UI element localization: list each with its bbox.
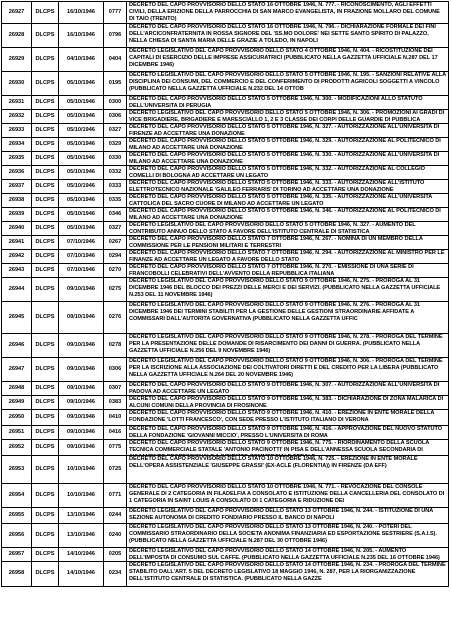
record-id: 26951 [2,426,32,439]
act-type: DLCPS [32,124,59,137]
act-type: DLCPS [32,302,59,333]
table-row [2,152,448,166]
act-number: 0275 [104,278,127,301]
decree-table [1,1,449,587]
act-type: DLCPS [32,484,59,507]
act-date: 16/10/1946 [59,2,104,23]
table-row [2,222,448,236]
act-type: DLCPS [32,562,59,586]
act-number: 0775 [104,440,127,455]
record-id: 26949 [2,396,32,409]
act-date: 07/10/1946 [59,236,104,249]
table-row [2,48,448,72]
record-id: 26952 [2,440,32,455]
table-row [2,278,448,302]
act-number: 0234 [104,562,127,586]
table-row [2,250,448,264]
table-row [2,96,448,110]
table-row [2,484,448,508]
act-date: 09/10/1946 [59,302,104,333]
act-description: DECRETO LEGISLATIVO DEL CAPO PROVVISORIO DELLO STATO 14 OTTOBRE 1946, N. 205. - AUMENTO DELL'IMPOSTA DI CONSUMO SUL CAFFE. (PUBBLICATO NELLA GAZZETTA UFFICIALE N.235 DEL 16 OTTOBRE 1946) [129,548,440,561]
act-type: DLCPS [32,382,59,395]
act-description: DECRETO LEGISLATIVO DEL CAPO PROVVISORIO DELLO STATO 13 OTTOBRE 1946, N. 240. - POTERI DEL COMMISSARIO STRAORDINARIO DELLA SOCIETA ANONIMA FINANZIARIA ED ESPORTAZIONE SESTRIERE (S.A.I.S). (PUBBLICATO NELLA GAZZETTA UFFICIALE N.287 DEL 30 OTTOBRE 1946) [129,524,437,545]
act-type: DLCPS [32,508,59,523]
act-description: DECRETO LEGISLATIVO DEL CAPO PROVVISORIO DELLO STATO 5 OTTOBRE 1946, N. 195. - SANZIONI RELATIVE ALLA DISCIPLINA DEI CONSUMI, DEL COMMERCIO E DEL CONFERIMENTO DI PRODOTTI AGRICOLI SOGGETTI A VINCOLO (PUBBLICATO NELLA GAZZETTA UFFICIALE N.232 DEL 14 OTTOB [129,72,446,93]
record-id: 26942 [2,250,32,263]
act-number: 0796 [104,24,127,47]
act-description: DECRETO DEL CAPO PROVVISORIO DELLO STATO 5 OTTOBRE 1946, N. 333. - AUTORIZZAZIONE ALL'ISTITUTO ELETTROTECNICO NAZIONALE 'GALILEO FERRARIS' DI TORINO AD ACCETTARE UNA DONAZIONE [129,180,425,193]
table-row [2,124,448,138]
table-row [2,72,448,96]
act-description: DECRETO DEL CAPO PROVVISORIO DELLO STATO 5 OTTOBRE 1946, N. 329. - AUTORIZZAZIONE AL POLITECNICO DI MILANO AD ACCETTARE UNA DONAZIONE [129,138,441,151]
record-id: 26938 [2,194,32,207]
act-type: DLCPS [32,524,59,547]
act-description: DECRETO LEGISLATIVO DEL CAPO PROVVISORIO DELLO STATO 9 OTTOBRE 1946, N. 278. - PROROGA DEL TERMINE PER LA PRESENTAZIONE DELLE DOMANDE DI RISARCIMENTO DEI DANNI DI GUERRA. (PUBBLICATO NELLA GAZZETTA UFFICIALE N.256 DEL 9 NOVEMBRE 1946) [129,334,443,355]
act-date: 05/10/1946 [59,180,104,193]
act-description: DECRETO DEL CAPO PROVVISORIO DELLO STATO 10 OTTOBRE 1946, N. 771. - REVOCAZIONE DEL CONSOLE GENERALE DI 2 CATEGORIA IN FILADELFIA A CONSOLATO E ISTITUZIONE DELLA CANCELLERIA DEL CONSOLATO DI 1 CATEGORIA IN SAINT LOUIS A CONSOLATO DI 1 CATEGORIA E RIDUZIONE DEI [129,484,445,505]
act-number: 0240 [104,524,127,547]
act-number: 0327 [104,222,127,235]
act-description: DECRETO LEGISLATIVO DEL CAPO PROVVISORIO DELLO STATO 5 OTTOBRE 1946, N. 306. - PROMOZIONI AI GRADI DI VICE BRIGADIERE, BRIGADIERE E MARESCIALLO 1, 2 E 3 CLASSE DEI CORPI DELLE GUARDIE DI PUBBLICA [129,110,445,123]
act-date: 09/10/1946 [59,396,104,409]
table-row [2,110,448,124]
record-id: 26928 [2,24,32,47]
table-row [2,194,448,208]
act-type: DLCPS [32,166,59,179]
act-type: DLCPS [32,334,59,357]
table-row [2,440,448,456]
act-description: DECRETO LEGISLATIVO DEL CAPO PROVVISORIO DELLO STATO 5 OTTOBRE 1946, N. 327. - AUMENTO DEL CONTRIBUTO ANNUO DELLO STATO A FAVORE DELL'ISTITUTO CENTRALE DI STATISTICA [129,222,416,235]
act-type: DLCPS [32,96,59,109]
act-date: 09/10/1946 [59,358,104,381]
act-description: DECRETO DEL CAPO PROVVISORIO DELLO STATO 5 OTTOBRE 1946, N. 327. - AUTORIZZAZIONE ALL'UNIVERSITA DI FIRENZE AD ACCETTARE UNA DONAZIONE [129,124,440,137]
record-id: 26954 [2,484,32,507]
act-date: 05/10/1946 [59,166,104,179]
record-id: 26957 [2,548,32,561]
act-type: DLCPS [32,110,59,123]
act-description: DECRETO LEGISLATIVO DEL CAPO PROVVISORIO DELLO STATO 4 OTTOBRE 1946, N. 404. - RICOSTITUZIONE DEI CAPITALI DI ESERCIZIO DELLE IMPRESE ASSICURATRICI (PUBBLICATO NELLA GAZZETTA UFFICIALE N.287 DEL 17 DICEMBRE 1946) [129,48,438,69]
table-row [2,180,448,194]
record-id: 26929 [2,48,32,71]
act-description: DECRETO DEL CAPO PROVVISORIO DELLO STATO 9 OTTOBRE 1946, N. 410. - EREZIONE IN ENTE MORALE DELLA FONDAZIONE 'LOTTI FRANCESCO', CON SEDE PRESSO L'ISTITUTO ITALIANO DI VERONA [129,410,435,424]
act-description: DECRETO DEL CAPO PROVVISORIO DELLO STATO 9 OTTOBRE 1946, N. 307. - AUTORIZZAZIONE ALL'UNIVERSITA DI PADOVA AD ACCETTARE UN LEGATO [129,382,440,395]
record-id: 26933 [2,124,32,137]
act-number: 0278 [104,334,127,357]
act-date: 09/10/1946 [59,426,104,439]
act-date: 05/10/1946 [59,124,104,137]
act-description: DECRETO LEGISLATIVO DEL CAPO PROVVISORIO DELLO STATO 13 OTTOBRE 1946, N. 244. - ISTITUZIONE DI UNA SEZIONE AUTONOMA DI CREDITO FONDIARIO PRESSO IL BANCO DI NAPOLI [129,508,434,522]
act-type: DLCPS [32,180,59,193]
act-number: 0244 [104,508,127,523]
record-id: 26945 [2,302,32,333]
act-type: DLCPS [32,138,59,151]
table-row [2,524,448,548]
record-id: 26944 [2,278,32,301]
record-id: 26939 [2,208,32,221]
act-type: DLCPS [32,24,59,47]
table-row [2,382,448,396]
act-description: DECRETO DEL CAPO PROVVISORIO DELLO STATO 10 OTTOBRE 1946, N. 725. - EREZIONE IN ENTE MORALE DELL'OPERA ASSISTENZIALE 'GIUSEPPE GRASSI' (EX-ACLE (FLORENTIA)) IN FIRENZE (DA EFF) [129,456,418,470]
act-date: 05/10/1946 [59,96,104,109]
act-number: 0307 [104,382,127,395]
record-id: 26930 [2,72,32,95]
act-date: 05/10/1946 [59,208,104,221]
act-number: 0329 [104,138,127,151]
act-description: DECRETO DEL CAPO PROVVISORIO DELLO STATO 5 OTTOBRE 1946, N. 335. - AUTORIZZAZIONE ALL'UNIVERSITA CATTOLICA DEL SACRO CUORE DI MILANO AD ACCETTARE UN LEGATO [129,194,433,207]
act-date: 05/10/1946 [59,110,104,123]
act-description: DECRETO LEGISLATIVO DEL CAPO PROVVISORIO DELLO STATO 9 OTTOBRE 1946, N. 276. - PROROGA AL 31 DICEMBRE 1946 DEI TERMINI STABILITI PER LA GESTIONE DELLE GESTIONI STRAORDINARIE AFFIDATE A COMMISSARI DALL'AUTORITA GOVERNATIVA (PUBBLICATO NELLA GAZZETTA UFFIC [129,302,420,323]
act-type: DLCPS [32,208,59,221]
act-description: DECRETO DEL CAPO PROVVISORIO DELLO STATO 5 OTTOBRE 1946, N. 330. - AUTORIZZAZIONE ALL'UNIVERSITA DI MILANO AD ACCETTARE UNA DONAZIONE [129,152,440,165]
table-row [2,264,448,278]
record-id: 26934 [2,138,32,151]
act-number: 0276 [104,302,127,333]
record-id: 26935 [2,152,32,165]
act-date: 14/10/1946 [59,562,104,586]
act-type: DLCPS [32,410,59,425]
act-date: 05/10/1946 [59,152,104,165]
act-number: 0294 [104,250,127,263]
act-date: 16/10/1946 [59,24,104,47]
act-number: 0327 [104,124,127,137]
record-id: 26940 [2,222,32,235]
act-number: 0300 [104,96,127,109]
act-description: DECRETO DEL CAPO PROVVISORIO DELLO STATO 5 OTTOBRE 1946, N. 300. - MODIFICAZIONI ALLO STATUTO DELL'UNIVERSITA DI PERUGIA [129,96,423,109]
record-id: 26956 [2,524,32,547]
record-id: 26937 [2,180,32,193]
record-id: 26941 [2,236,32,249]
table-row [2,166,448,180]
act-date: 09/10/1946 [59,278,104,301]
act-type: DLCPS [32,250,59,263]
act-description: DECRETO DEL CAPO PROVVISORIO DELLO STATO 16 OTTOBRE 1946, N. 796. - DICHIARAZIONE FORMALE DEI FINI DELL'ARCICONFRATERNITA IN ROSSA SIGNORE DEL 'SS.MO DOLORE' NEI SETTE SANTO SPIRITO DI PALAZZO, NELLA CHIESA DI SANTA MARIA DELLE GRAZIE A TOLEDO, IN NAPOLI [129,24,436,45]
act-type: DLCPS [32,548,59,561]
record-id: 26955 [2,508,32,523]
record-id: 26931 [2,96,32,109]
table-row [2,548,448,562]
act-date: 10/10/1946 [59,456,104,483]
act-date: 07/10/1946 [59,250,104,263]
table-row [2,208,448,222]
act-number: 0335 [104,194,127,207]
act-description: DECRETO LEGISLATIVO DEL CAPO PROVVISORIO DELLO STATO 9 OTTOBRE 1946, N. 275. - PROROGA AL 31 DICEMBRE 1946 DEL BLOCCO DEI PREZZI DELLE MERCI E DEI SERVIZI. (PUBBLICATO NELLA GAZZETTA UFFICIALE N.253 DEL 11 NOVEMBRE 1946) [129,278,441,299]
act-number: 0404 [104,48,127,71]
record-id: 26958 [2,562,32,586]
act-description: DECRETO DEL CAPO PROVVISORIO DELLO STATO 9 OTTOBRE 1946, N. 416. - APPROVAZIONE DEL NUOVO STATUTO DELLA FONDAZIONE 'GIOVANNI MICCIO', PRESSO L'UNIVERSITA DI ROMA [129,426,443,439]
act-type: DLCPS [32,222,59,235]
act-number: 0306 [104,110,127,123]
act-type: DLCPS [32,72,59,95]
record-id: 26950 [2,410,32,425]
act-date: 13/10/1946 [59,508,104,523]
act-description: DECRETO LEGISLATIVO DEL CAPO PROVVISORIO DELLO STATO 9 OTTOBRE 1946, N. 306. - PROROGA DEL TERMINE PER LA ISCRIZIONE ALLA ASSOCIAZIONE DEI COLTIVATORI DIRETTI E DEL CREDITO PER LA LIBERA (PUBBLICATO NELLA GAZZETTA UFFICIALE N.264 DEL 20 NOVEMBRE 1946) [129,358,443,379]
act-type: DLCPS [32,278,59,301]
act-number: 0267 [104,236,127,249]
act-date: 05/10/1946 [59,194,104,207]
act-number: 0777 [104,2,127,23]
act-type: DLCPS [32,194,59,207]
act-date: 10/10/1946 [59,484,104,507]
record-id: 26927 [2,2,32,23]
act-description: DECRETO DEL CAPO PROVVISORIO DELLO STATO 7 OTTOBRE 1946, N. 267. - NOMINA DI UN MEMBRO DELLA COMMISSIONE PER LE PENSIONI MILITARI E TERRESTRI [129,236,423,249]
act-date: 14/10/1946 [59,548,104,561]
act-description: DECRETO DEL CAPO PROVVISORIO DELLO STATO 5 OTTOBRE 1946, N. 332. - AUTORIZZAZIONE AL COLLEGIO COMELLI DI BOLOGNA AD ACCETTARE UN LEGATO [129,166,425,179]
table-row [2,358,448,382]
act-description: DECRETO DEL CAPO PROVVISORIO DELLO STATO 9 OTTOBRE 1946, N. 775. - RIORDINAMENTO DELLA SCUOLA TECNICA COMMERCIALE STATALE 'ANTONIO PACINOTTI' IN PISA E DELL'ANNESSA SCUOLA SECONDARIA DI [129,440,430,454]
act-number: 0725 [104,456,127,483]
table-row [2,236,448,250]
act-number: 0270 [104,264,127,277]
act-number: 0346 [104,208,127,221]
act-number: 0416 [104,426,127,439]
table-row [2,426,448,440]
act-type: DLCPS [32,426,59,439]
act-description: DECRETO DEL CAPO PROVVISORIO DELLO STATO 7 OTTOBRE 1946, N. 270. - EMISSIONE DI UNA SERIE DI FRANCOBOLLI CELEBRATIVI DELL'AVVENTO DELLA REPUBBLICA ITALIANA [129,264,414,277]
table-row [2,562,448,586]
act-date: 05/10/1946 [59,72,104,95]
record-id: 26946 [2,334,32,357]
table-row [2,138,448,152]
act-type: DLCPS [32,358,59,381]
act-description: DECRETO DEL CAPO PROVVISORIO DELLO STATO 7 OTTOBRE 1946, N. 294. - AUTORIZZAZIONE AL MINISTRO PER LE FINANZE AD ACCETTARE UN LEGATO A FAVORE DELLO STATO [129,250,445,263]
act-number: 0410 [104,410,127,425]
act-description: DECRETO DEL CAPO PROVVISORIO DELLO STATO 16 OTTOBRE 1946, N. 777. - RICONOSCIMENTO, AGLI EFFETTI CIVILI, DELLA ERIZIONE DELLA PARROCCHIA DI SAN MARCO EVANGELISTA, IN FRAZIONE MOLLARO DEL COMUNE DI TAIO (TRENTO) [129,2,440,23]
act-date: 09/10/1946 [59,382,104,395]
act-date: 09/10/1946 [59,410,104,425]
table-row [2,396,448,410]
act-description: DECRETO DEL CAPO PROVVISORIO DELLO STATO 9 OTTOBRE 1946, N. 383. - DICHIARAZIONE DI ZONA MALARICA DI ALCUNI COMUNI DELLA PROVINCIA DI FROSINONE [129,396,444,409]
table-row [2,24,448,48]
act-number: 0332 [104,166,127,179]
table-row [2,410,448,426]
act-type: DLCPS [32,2,59,23]
act-date: 07/10/1946 [59,264,104,277]
table-row [2,302,448,334]
act-date: 04/10/1946 [59,48,104,71]
act-description: DECRETO DEL CAPO PROVVISORIO DELLO STATO 5 OTTOBRE 1946, N. 346. - AUTORIZZAZIONE AL POLITECNICO DI MILANO AD ACCETTARE UNA DONAZIONE [129,208,441,221]
record-id: 26932 [2,110,32,123]
act-date: 09/10/1946 [59,334,104,357]
act-type: DLCPS [32,264,59,277]
act-date: 13/10/1946 [59,524,104,547]
act-number: 0771 [104,484,127,507]
act-type: DLCPS [32,236,59,249]
table-row [2,456,448,484]
act-number: 0195 [104,72,127,95]
record-id: 26948 [2,382,32,395]
record-id: 26943 [2,264,32,277]
act-number: 0330 [104,152,127,165]
act-number: 0333 [104,180,127,193]
record-id: 26947 [2,358,32,381]
table-row [2,2,448,24]
act-number: 0205 [104,548,127,561]
table-row [2,508,448,524]
act-type: DLCPS [32,456,59,483]
act-number: 0306 [104,358,127,381]
act-date: 09/10/1946 [59,440,104,455]
act-date: 05/10/1946 [59,138,104,151]
act-type: DLCPS [32,440,59,455]
act-number: 0383 [104,396,127,409]
act-description: DECRETO LEGISLATIVO DEL CAPO PROVVISORIO DELLO STATO 14 OTTOBRE 1946, N. 234. - PROROGA DEL TERMINE STABILITO DALL'ART. 5 DEL DECRETO LEGISLATIVO 18 MAGGIO 1946, N. 287, PER LA RIORGANIZZAZIONE DELL'ISTITUTO CENTRALE DI STATISTICA. (PUBBLICATO NELLA GAZZE [129,562,446,583]
act-date: 05/10/1946 [59,222,104,235]
table-row [2,334,448,358]
act-type: DLCPS [32,48,59,71]
act-type: DLCPS [32,396,59,409]
record-id: 26953 [2,456,32,483]
act-type: DLCPS [32,152,59,165]
record-id: 26936 [2,166,32,179]
